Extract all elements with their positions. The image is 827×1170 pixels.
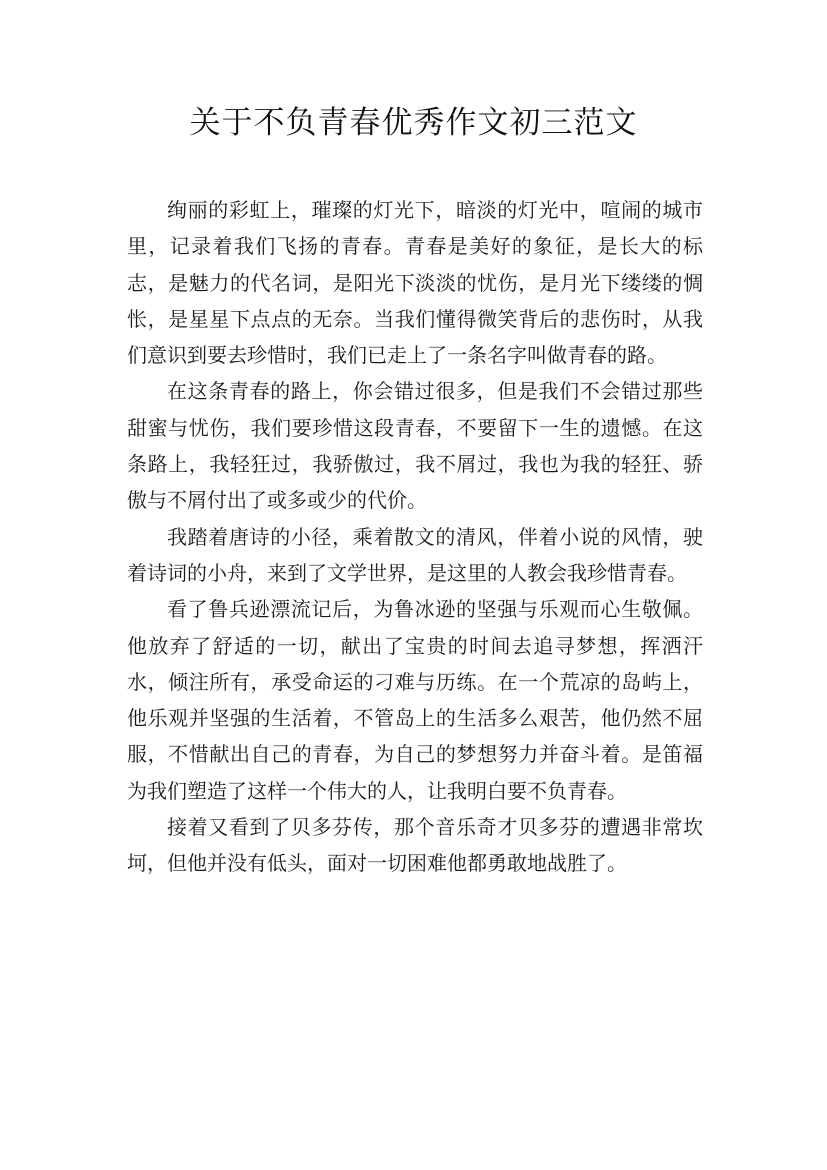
paragraph: 在这条青春的路上，你会错过很多，但是我们不会错过那些甜蜜与忧伤，我们要珍惜这段青春，不要留下一生的遗憾。在这条路上，我轻狂过，我骄傲过，我不屑过，我也为我的轻狂、骄傲与不屑付出了或多或少的代价。 [127,379,703,513]
paragraph: 看了鲁兵逊漂流记后，为鲁冰逊的坚强与乐观而心生敬佩。他放弃了舒适的一切，献出了宝贵的时间去追寻梦想，挥洒汗水，倾注所有，承受命运的刁难与历练。在一个荒凉的岛屿上，他乐观并坚强的生活着，不管岛上的生活多么艰苦，他仍然不屈服，不惜献出自己的青春，为自己的梦想努力并奋斗着。是笛福为我们塑造了这样一个伟大的人，让我明白要不负青春。 [127,597,703,803]
document-body [127,192,703,882]
document-title: 关于不负青春优秀作文初三范文 [189,105,638,141]
paragraph: 接着又看到了贝多芬传，那个音乐奇才贝多芬的遭遇非常坎坷，但他并没有低头，面对一切困难他都勇敢地战胜了。 [127,815,703,876]
paragraph: 绚丽的彩虹上，璀璨的灯光下，暗淡的灯光中，喧闹的城市里，记录着我们飞扬的青春。青春是美好的象征，是长大的标志，是魅力的代名词，是阳光下淡淡的忧伤，是月光下缕缕的惆怅，是星星下点点的无奈。当我们懂得微笑背后的悲伤时，从我们意识到要去珍惜时，我们已走上了一条名字叫做青春的路。 [127,198,703,368]
paragraph: 我踏着唐诗的小径，乘着散文的清风，伴着小说的风情，驶着诗词的小舟，来到了文学世界，是这里的人教会我珍惜青春。 [127,524,703,585]
